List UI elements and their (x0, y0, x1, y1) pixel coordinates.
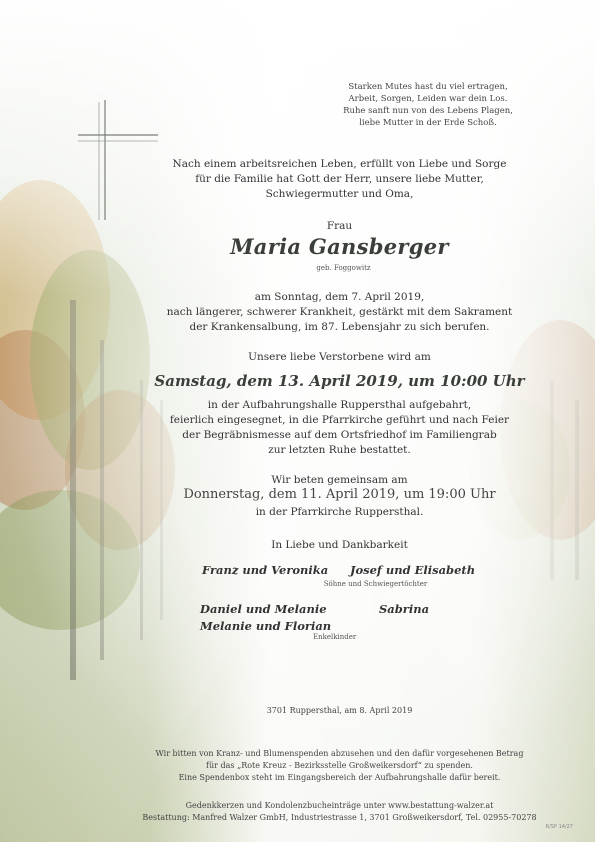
deceased-name: Maria Gansberger (230, 234, 449, 259)
donation-line: Eine Spendenbox steht im Eingangsbereich der Aufbahrungshalle dafür bereit. (178, 773, 501, 782)
prayer-date: Donnerstag, dem 11. April 2019, um 19:00 Uhr (183, 487, 496, 502)
mourner-name: Sabrina (379, 602, 430, 616)
funeral-detail: der Begräbnismesse auf dem Ortsfriedhof im Familiengrab (182, 429, 497, 441)
death-line: der Krankensalbung, im 87. Lebensjahr zu sich berufen. (189, 321, 490, 333)
donation-line: Wir bitten von Kranz- und Blumenspenden abzusehen und den dafür vorgesehenen Betrag (155, 749, 524, 758)
verse-line: Starken Mutes hast du viel ertragen, (348, 82, 508, 92)
intro-line: Nach einem arbeitsreichen Leben, erfüllt von Liebe und Sorge (172, 158, 507, 170)
intro-line: Schwiegermutter und Oma, (265, 188, 414, 200)
mourner-name: Franz und Veronika (202, 563, 329, 577)
intro-line: für die Familie hat Gott der Herr, unsere liebe Mutter, (195, 173, 484, 185)
verse-line: liebe Mutter in der Erde Schoß. (359, 118, 497, 128)
mourner-name: Josef und Elisabeth (350, 563, 476, 577)
footer-line: Bestattung: Manfred Walzer GmbH, Industriestrasse 1, 3701 Großweikersdorf, Tel. 02955-70278 (142, 813, 537, 822)
mourner-name: Melanie und Florian (200, 619, 332, 633)
funeral-detail: in der Aufbahrungshalle Ruppersthal aufgebahrt, (207, 399, 472, 411)
place-date: 3701 Ruppersthal, am 8. April 2019 (266, 706, 413, 715)
death-line: nach längerer, schwerer Krankheit, gestärkt mit dem Sakrament (166, 306, 513, 318)
prayer-intro: Wir beten gemeinsam am (271, 474, 408, 486)
donation-line: für das „Rote Kreuz - Bezirksstelle Großweikersdorf“ zu spenden. (206, 761, 473, 770)
verse-line: Arbeit, Sorgen, Leiden war dein Los. (348, 94, 508, 104)
mourner-relation: Söhne und Schwiegertöchter (323, 580, 428, 588)
death-line: am Sonntag, dem 7. April 2019, (254, 291, 425, 303)
birth-name: geb. Foggowitz (316, 264, 371, 272)
funeral-detail: feierlich eingesegnet, in die Pfarrkirche geführt und nach Feier (169, 414, 510, 426)
mourner-name: Daniel und Melanie (200, 602, 327, 616)
salutation: Frau (326, 220, 353, 232)
funeral-detail: zur letzten Ruhe bestattet. (268, 444, 411, 456)
verse-line: Ruhe sanft nun von des Lebens Plagen, (343, 106, 513, 116)
funeral-intro: Unsere liebe Verstorbene wird am (248, 351, 431, 363)
prayer-place: in der Pfarrkirche Ruppersthal. (255, 506, 424, 518)
gratitude: In Liebe und Dankbarkeit (271, 539, 408, 551)
footer-line: Gedenkkerzen und Kondolenzbucheinträge unter www.bestattung-walzer.at (185, 801, 494, 810)
print-code: R/SP 14/27 (545, 824, 573, 830)
funeral-date: Samstag, dem 13. April 2019, um 10:00 Uhr (154, 372, 525, 390)
mourner-relation: Enkelkinder (313, 633, 357, 641)
